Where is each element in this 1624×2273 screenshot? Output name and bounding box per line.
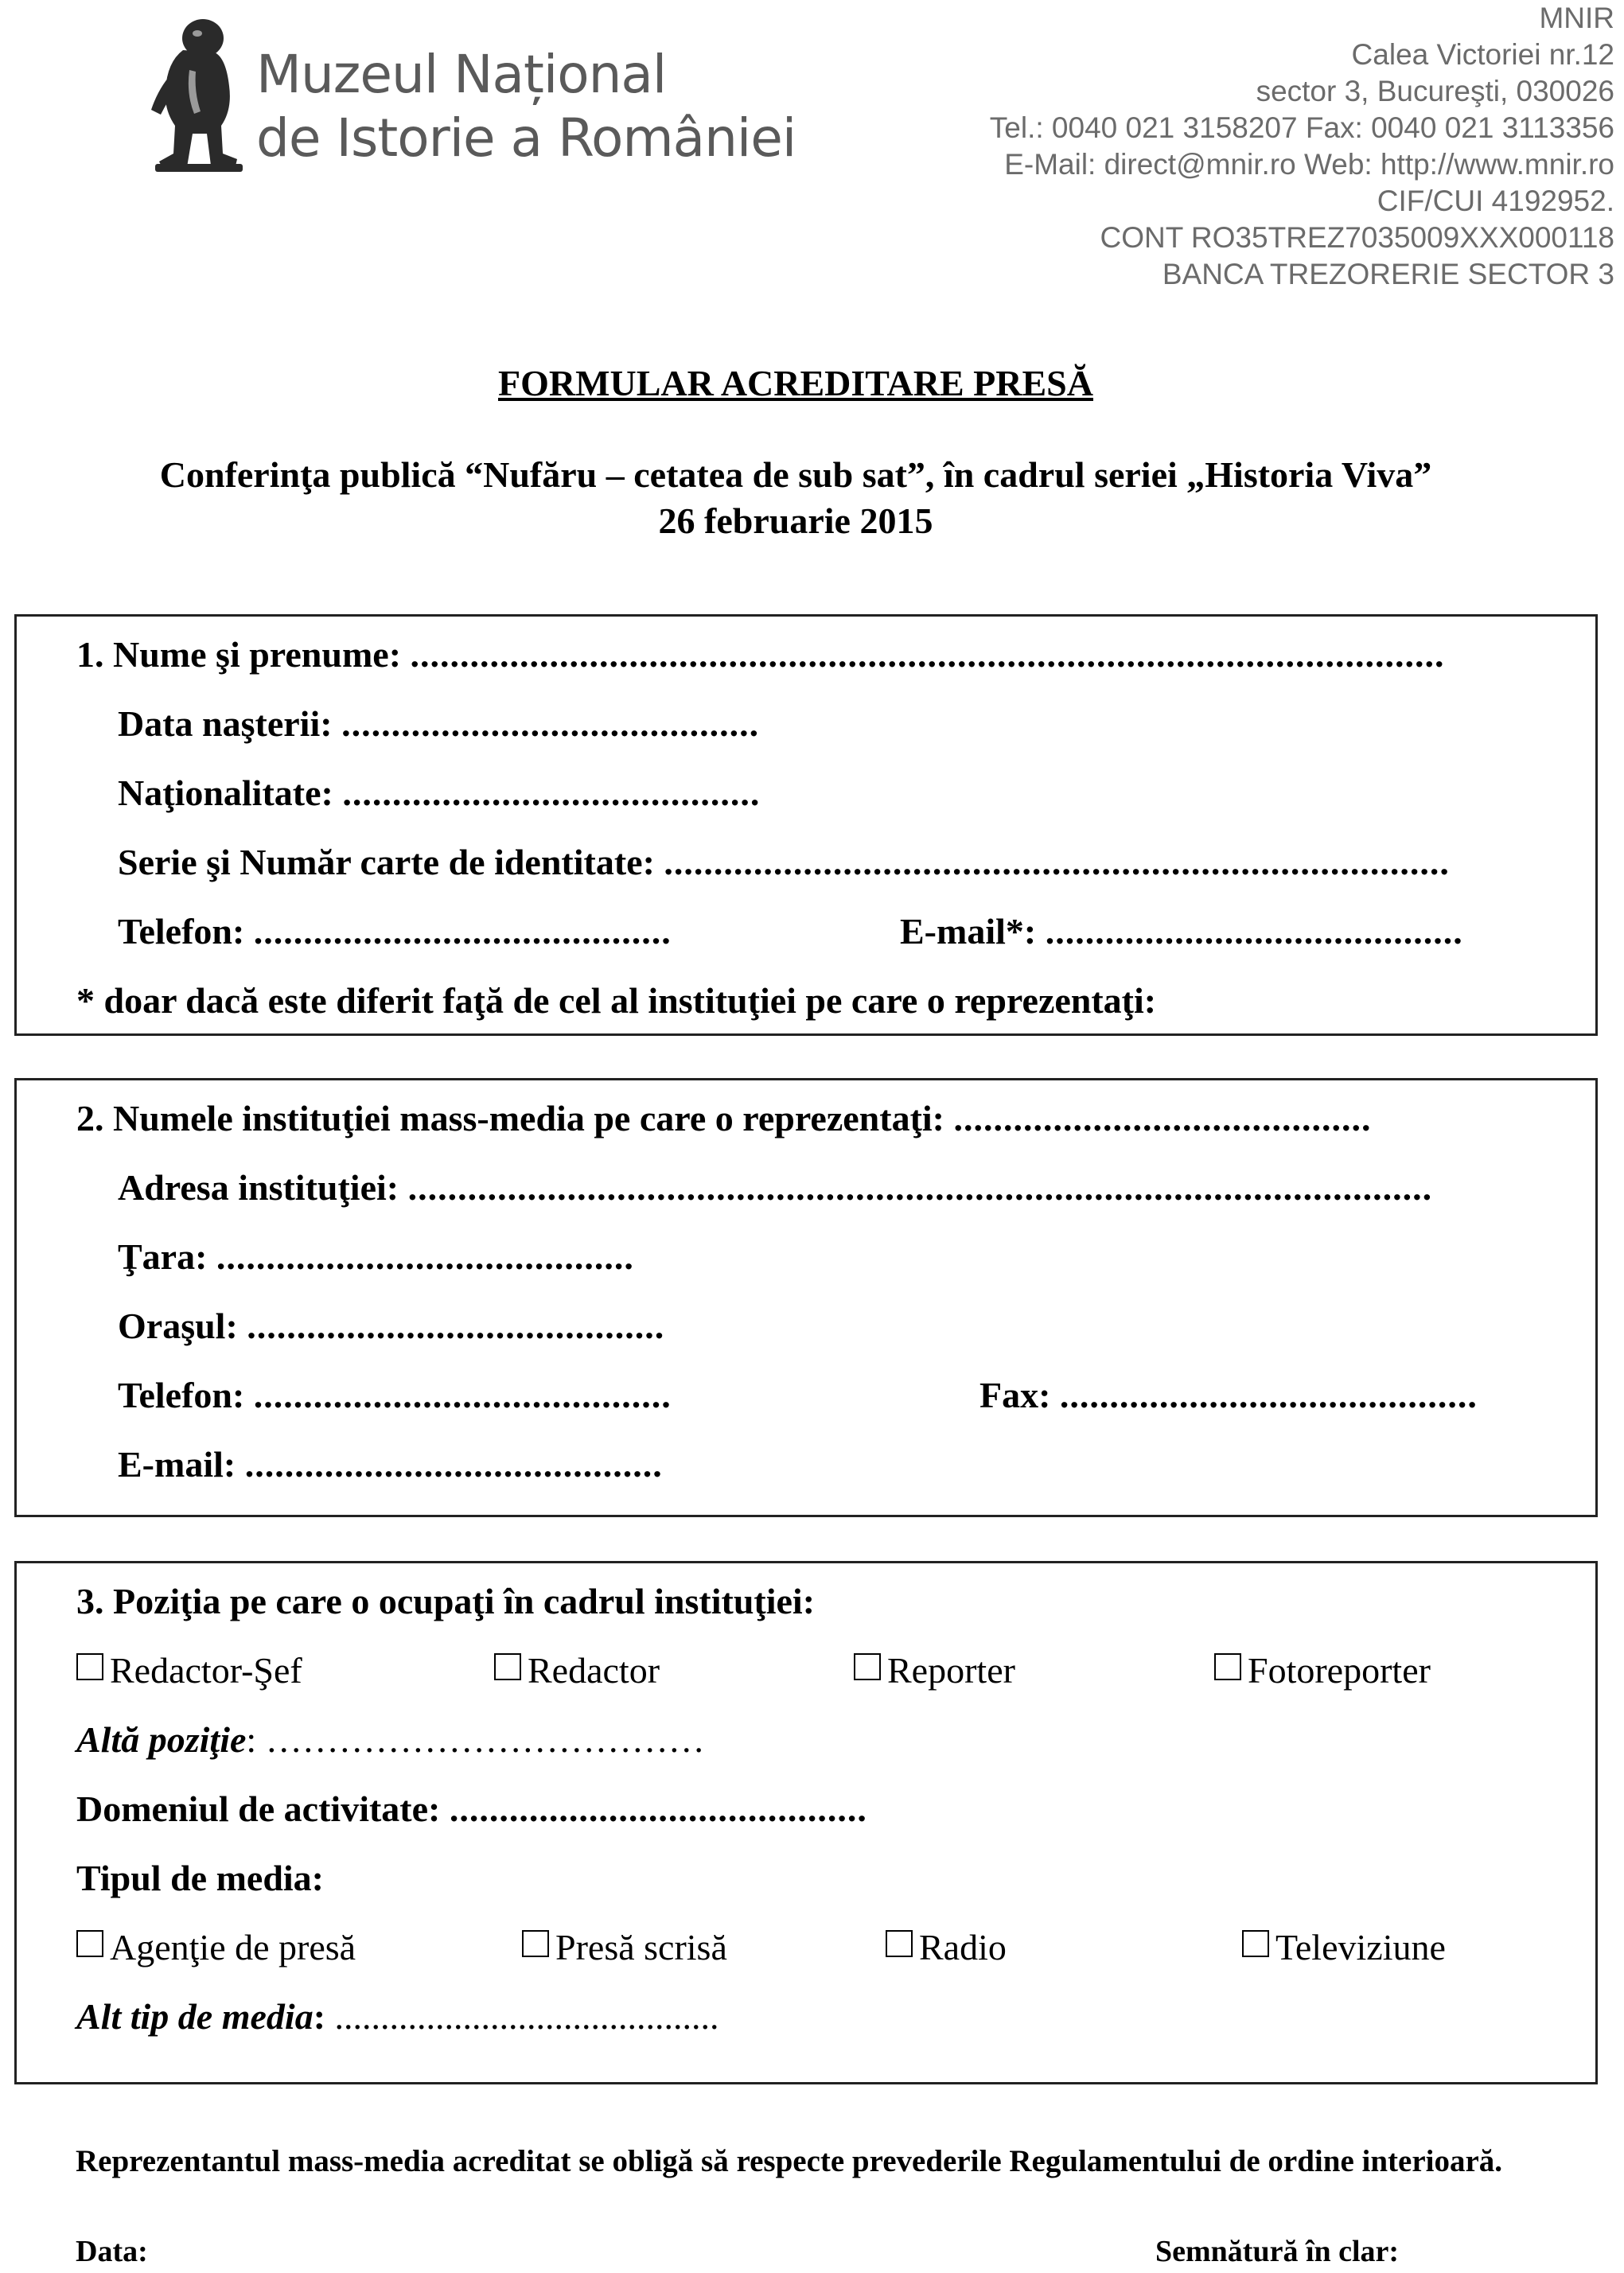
phone-label: Telefon:: [118, 911, 254, 952]
checkbox-icon[interactable]: [76, 1930, 103, 1957]
email-field[interactable]: [900, 909, 1463, 954]
birth-date-field[interactable]: [118, 702, 759, 746]
institution-section: [14, 1078, 1598, 1517]
position-section: [14, 1561, 1598, 2084]
institution-phone-input-line[interactable]: ..........................................: [253, 1375, 672, 1415]
city-field[interactable]: [118, 1304, 664, 1349]
position-option-redactor[interactable]: [494, 1648, 660, 1693]
fax-input-line[interactable]: ..........................................: [1059, 1375, 1478, 1415]
contact-block: [898, 0, 1614, 293]
city-input-line[interactable]: ..........................................: [247, 1306, 665, 1346]
checkbox-icon[interactable]: [522, 1930, 549, 1957]
checkbox-icon[interactable]: [76, 1653, 103, 1680]
checkbox-icon[interactable]: [854, 1653, 881, 1680]
fax-field[interactable]: [979, 1373, 1478, 1418]
institution-phone-field[interactable]: [118, 1373, 672, 1418]
position-option-label: Redactor-Şef: [110, 1650, 302, 1691]
country-field[interactable]: [118, 1235, 634, 1279]
id-card-input-line[interactable]: ...............................................................................: [664, 842, 1450, 882]
institution-address-input-line[interactable]: .......................................................................................................: [407, 1167, 1433, 1208]
event-subtitle: [0, 452, 1591, 544]
other-media-field[interactable]: [76, 1995, 719, 2039]
event-name: Conferinţa publică “Nufăru – cetatea de sub sat”, în cadrul seriei „Historia Viva”: [159, 454, 1432, 495]
date-label: Data:: [76, 2235, 148, 2268]
other-position-field[interactable]: [76, 1718, 705, 1762]
contact-line: Tel.: 0040 021 3158207 Fax: 0040 021 3113356: [989, 111, 1614, 144]
other-media-label: Alt tip de media: [76, 1996, 314, 2037]
other-position-colon: :: [246, 1719, 266, 1760]
obligation-statement: Reprezentantul mass-media acreditat se obligă să respecte prevederile Regulamentului de ordine interioară.: [76, 2144, 1503, 2178]
position-option-redactor-sef[interactable]: [76, 1648, 302, 1693]
checkbox-icon[interactable]: [1242, 1930, 1269, 1957]
email-label: E-mail*:: [900, 911, 1046, 952]
media-type-label: Tipul de media:: [76, 1858, 324, 1898]
institution-address-label: Adresa instituţiei:: [118, 1167, 408, 1208]
event-date: 26 februarie 2015: [658, 500, 933, 541]
fax-label: Fax:: [979, 1375, 1060, 1415]
institution-email-label: E-mail:: [118, 1444, 245, 1485]
phone-input-line[interactable]: ..........................................: [253, 911, 672, 952]
email-note: * doar dacă este diferit faţă de cel al instituţiei pe care o reprezentaţi:: [76, 980, 1157, 1021]
institution-name-field[interactable]: [76, 1096, 1372, 1141]
contact-line: CIF/CUI 4192952.: [1377, 185, 1614, 217]
institution-email-field[interactable]: [118, 1442, 663, 1487]
form-title: FORMULAR ACREDITARE PRESĂ: [498, 363, 1093, 403]
other-media-input-line[interactable]: ..........................................: [334, 1996, 719, 2037]
contact-line: CONT RO35TREZ7035009XXX000118: [1100, 221, 1614, 254]
museum-name: [256, 43, 796, 170]
media-option-label: Radio: [919, 1927, 1007, 1967]
city-label: Oraşul:: [118, 1306, 247, 1346]
nationality-label: Naţionalitate:: [118, 773, 343, 813]
phone-field[interactable]: [118, 909, 672, 954]
position-option-label: Reporter: [887, 1650, 1015, 1691]
position-option-label: Redactor: [528, 1650, 660, 1691]
birth-date-label: Data naşterii:: [118, 703, 342, 744]
museum-name-line2: de Istorie a României: [256, 107, 796, 169]
checkbox-icon[interactable]: [886, 1930, 913, 1957]
other-position-label: Altă poziţie: [76, 1719, 247, 1760]
museum-logo: [127, 14, 843, 173]
thinker-statue-icon: [127, 14, 263, 173]
position-label: 3. Poziţia pe care o ocupaţi în cadrul instituţiei:: [76, 1581, 816, 1621]
media-option-tv[interactable]: [1242, 1925, 1446, 1970]
media-option-radio[interactable]: [886, 1925, 1007, 1970]
institution-address-field[interactable]: [118, 1166, 1432, 1210]
nationality-input-line[interactable]: ..........................................: [342, 773, 761, 813]
institution-email-input-line[interactable]: ..........................................: [244, 1444, 663, 1485]
other-position-input-line[interactable]: ………………………………: [265, 1719, 705, 1760]
id-card-field[interactable]: [118, 840, 1450, 885]
institution-name-input-line[interactable]: ..........................................: [953, 1098, 1372, 1138]
media-option-print[interactable]: [522, 1925, 727, 1970]
position-option-reporter[interactable]: [854, 1648, 1015, 1693]
contact-line: E-Mail: direct@mnir.ro Web: http://www.mnir.ro: [1004, 148, 1614, 181]
nationality-field[interactable]: [118, 771, 760, 815]
id-card-label: Serie şi Număr carte de identitate:: [118, 842, 664, 882]
museum-name-line1: Muzeul Național: [256, 44, 667, 105]
media-option-label: Presă scrisă: [555, 1927, 727, 1967]
checkbox-icon[interactable]: [494, 1653, 521, 1680]
name-label: 1. Nume şi prenume:: [76, 634, 411, 675]
country-input-line[interactable]: ..........................................: [216, 1236, 634, 1277]
media-option-agency[interactable]: [76, 1925, 356, 1970]
name-field[interactable]: [76, 632, 1445, 677]
contact-line: Calea Victoriei nr.12: [1351, 38, 1614, 71]
activity-domain-input-line[interactable]: ..........................................: [449, 1788, 867, 1829]
birth-date-input-line[interactable]: ..........................................: [341, 703, 760, 744]
activity-domain-field[interactable]: [76, 1787, 867, 1831]
contact-line: BANCA TREZORERIE SECTOR 3: [1162, 258, 1614, 290]
contact-line: sector 3, Bucureşti, 030026: [1256, 75, 1614, 107]
country-label: Ţara:: [118, 1236, 216, 1277]
contact-line: MNIR: [1539, 2, 1614, 34]
media-option-label: Televiziune: [1275, 1927, 1446, 1967]
activity-domain-label: Domeniul de activitate:: [76, 1788, 450, 1829]
position-option-label: Fotoreporter: [1248, 1650, 1431, 1691]
institution-phone-label: Telefon:: [118, 1375, 254, 1415]
media-option-label: Agenţie de presă: [110, 1927, 356, 1967]
institution-name-label: 2. Numele instituţiei mass-media pe care o reprezentaţi:: [76, 1098, 954, 1138]
position-option-fotoreporter[interactable]: [1214, 1648, 1431, 1693]
other-media-colon: :: [313, 1996, 335, 2037]
personal-info-section: [14, 614, 1598, 1036]
name-input-line[interactable]: ........................................................................................................: [410, 634, 1445, 675]
checkbox-icon[interactable]: [1214, 1653, 1241, 1680]
email-input-line[interactable]: ..........................................: [1045, 911, 1463, 952]
signature-label: Semnătură în clar:: [1155, 2235, 1400, 2268]
